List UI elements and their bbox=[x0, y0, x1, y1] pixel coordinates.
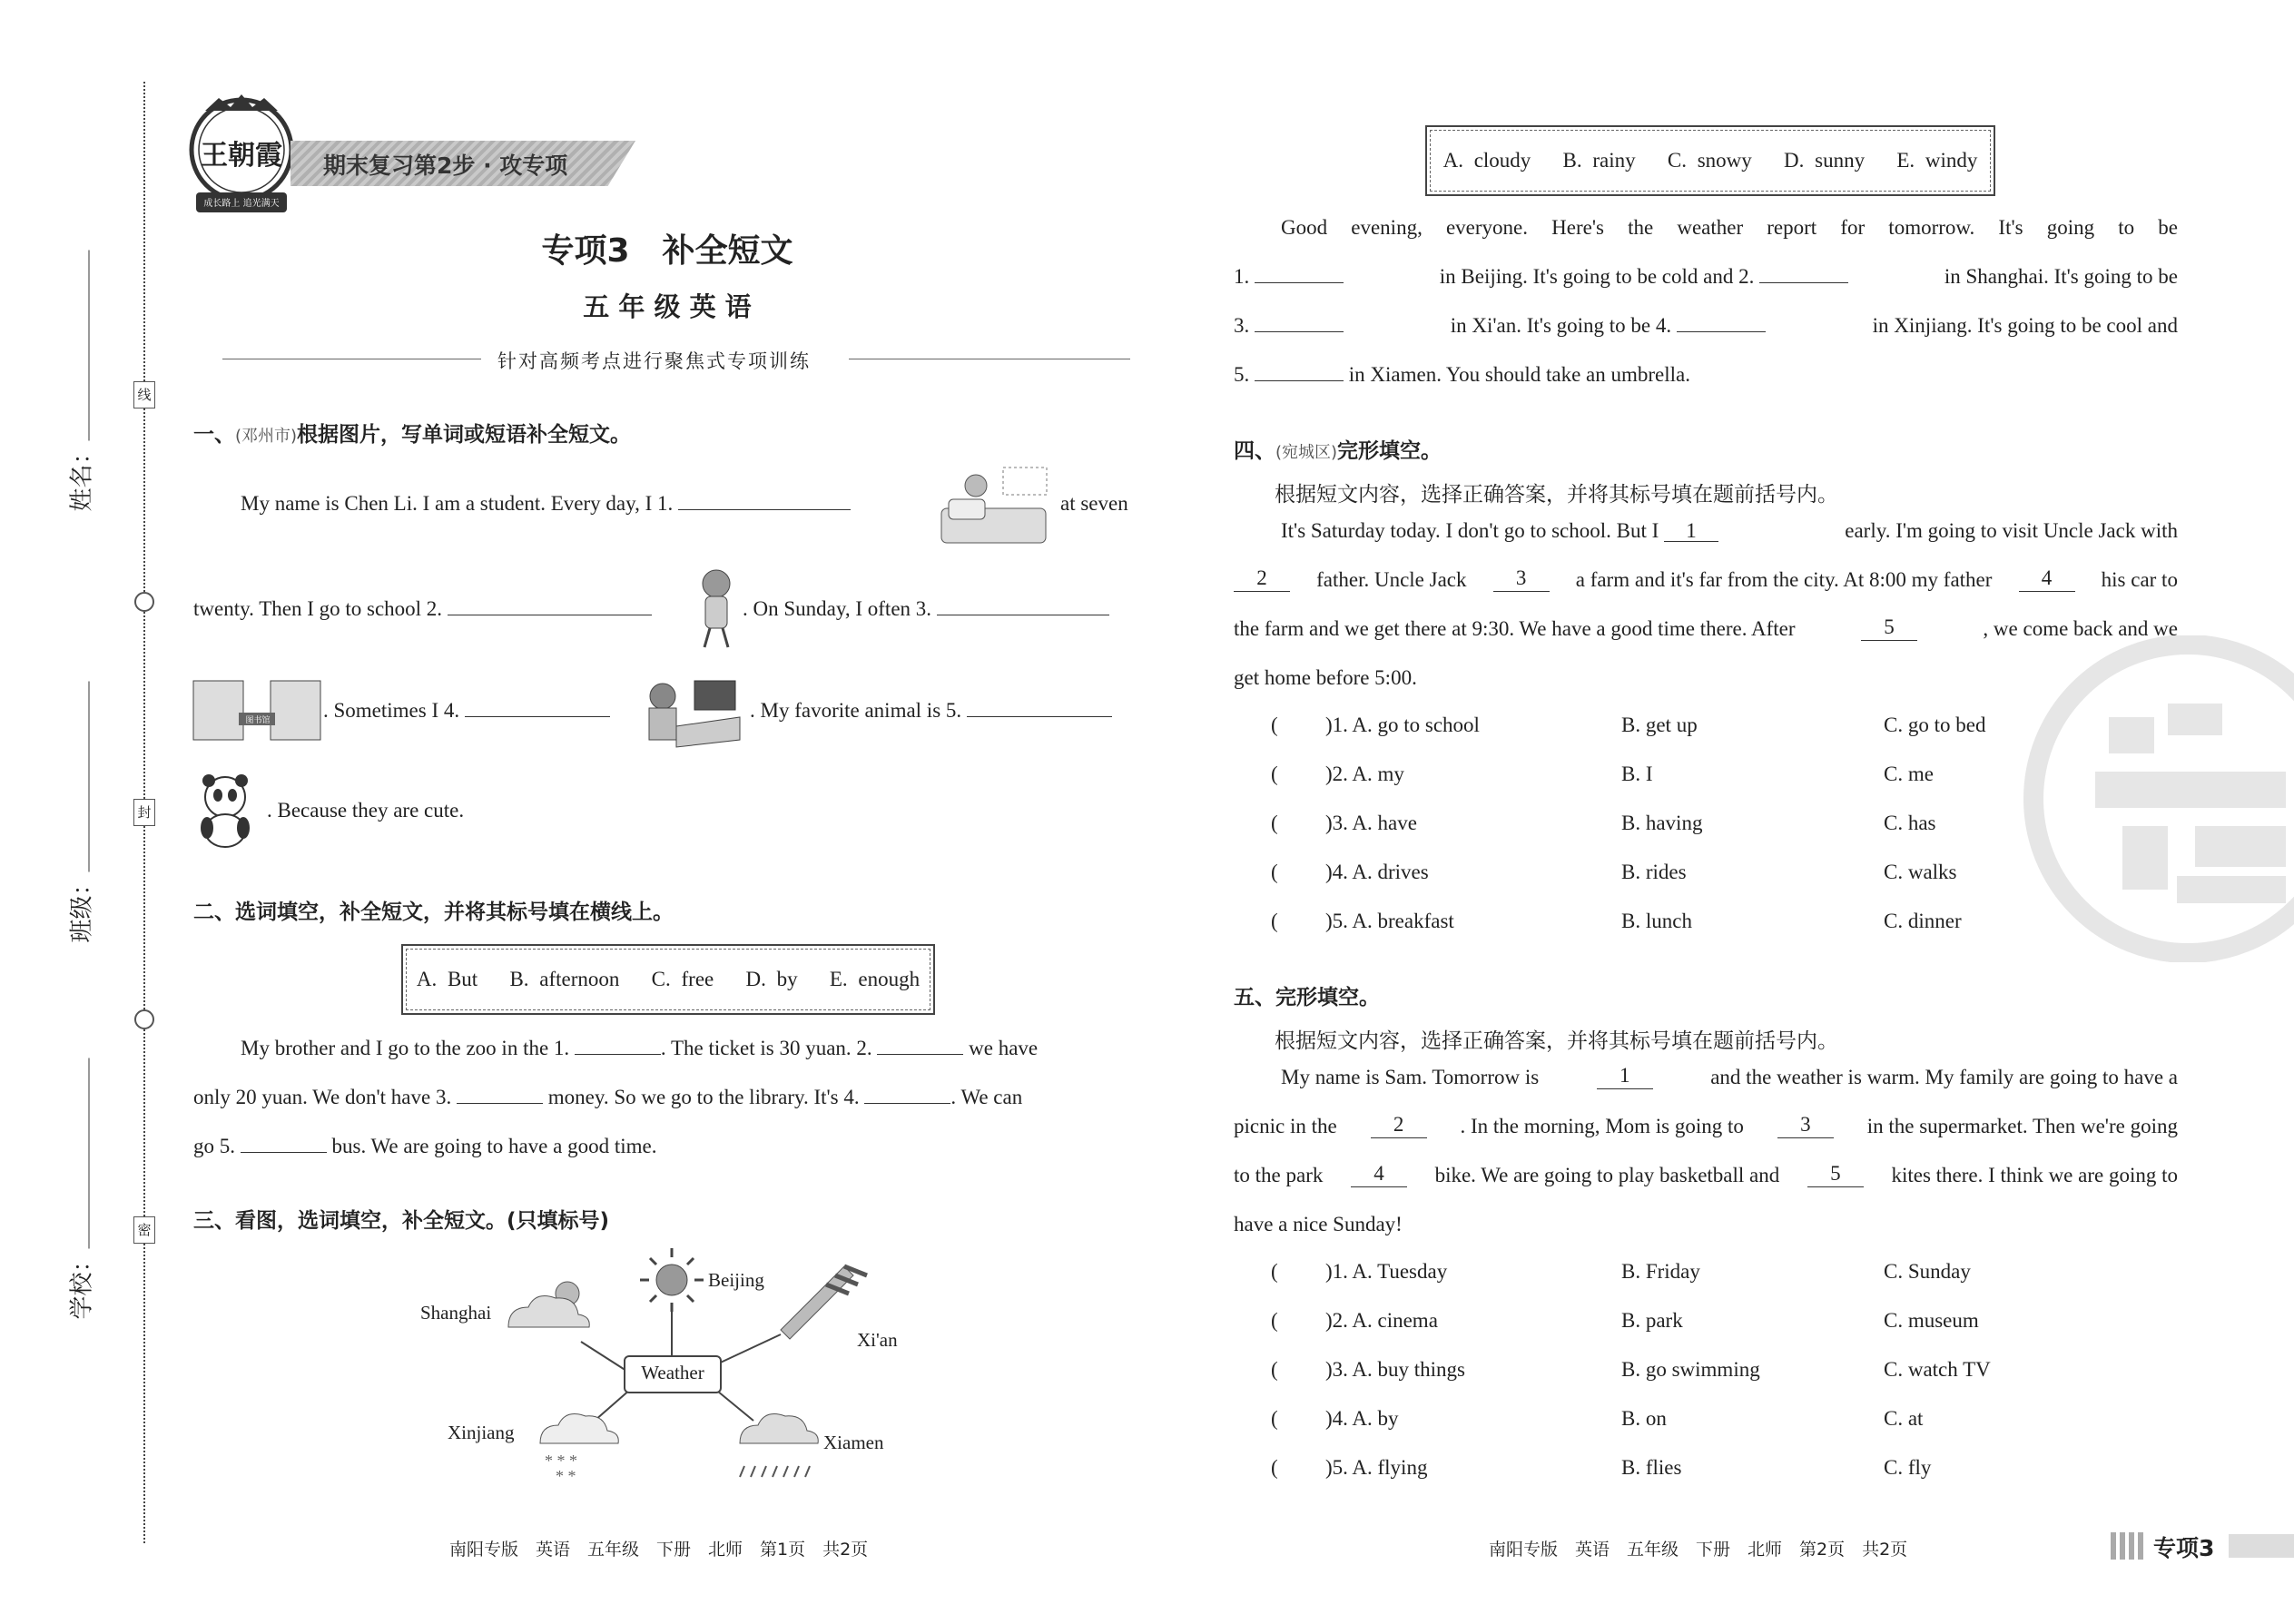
section2-heading: 二、选词填空，补全短文，并将其标号填在横线上。 bbox=[193, 901, 674, 924]
s5-choice-3[interactable]: ( )3. A. buy things B. go swimming C. watch TV bbox=[1271, 1358, 1991, 1381]
s4-line-2: 2 father. Uncle Jack 3 a farm and it's far from the city. At 8:00 my father 4 his car to bbox=[1234, 568, 2178, 592]
library-sign: 图书馆 bbox=[245, 716, 271, 725]
s4-choice-3[interactable]: ( )3. A. have B. having C. has bbox=[1271, 812, 1936, 834]
s5-line-3: to the park 4 bike. We are going to play basketball and 5 kites there. I think we are going to bbox=[1234, 1162, 2178, 1186]
panda-picture-icon bbox=[191, 772, 268, 849]
secret-stamp-watermark-icon bbox=[2023, 635, 2294, 962]
snowy-icon bbox=[540, 1414, 618, 1485]
s1-text-3: twenty. Then I go to school 2. bbox=[193, 597, 652, 621]
s5-choice-2[interactable]: ( )2. A. cinema B. park C. museum bbox=[1271, 1309, 1979, 1332]
s4-choice-4[interactable]: ( )4. A. drives B. rides C. walks bbox=[1271, 861, 1957, 883]
s1-text-6: . My favorite animal is 5. bbox=[750, 699, 1112, 723]
svg-text:* * *: * * * bbox=[545, 1452, 577, 1470]
s3-para-3: 3. in Xi'an. It's going to be 4. in Xinjiang. It's going to be cool and bbox=[1234, 314, 2178, 337]
s1-text-5: . Sometimes I 4. bbox=[323, 699, 610, 723]
s5-choice-5[interactable]: ( )5. A. flying B. flies C. fly bbox=[1271, 1456, 1932, 1479]
city-xiamen: Xiamen bbox=[823, 1432, 884, 1453]
s1-text-1: My name is Chen Li. I am a student. Every day, I 1. bbox=[241, 492, 851, 516]
windy-icon bbox=[781, 1266, 867, 1339]
tagline: 针对高频考点进行聚焦式专项训练 bbox=[497, 350, 811, 372]
s3-word-bank bbox=[1425, 125, 1995, 196]
s2-word-bank bbox=[401, 944, 935, 1015]
s4-line-4: get home before 5:00. bbox=[1234, 666, 1417, 689]
library-picture-icon bbox=[189, 672, 325, 744]
seal-mark-xian: 线 bbox=[133, 381, 155, 408]
s1-text-4: . On Sunday, I often 3. bbox=[743, 597, 1109, 621]
section4-heading: 四、(宛城区)完形填空。 bbox=[1234, 439, 1442, 463]
s2-options: A. But B. afternoon C. free D. by E. enough bbox=[406, 949, 930, 1010]
section5-heading: 五、完形填空。 bbox=[1234, 986, 1380, 1009]
rainy-icon bbox=[740, 1414, 818, 1477]
city-xinjiang: Xinjiang bbox=[448, 1422, 515, 1443]
s4-choice-5[interactable]: ( )5. A. breakfast B. lunch C. dinner bbox=[1271, 910, 1962, 932]
page-title: 专项3 补全短文 bbox=[541, 232, 793, 270]
brand-name: 王朝霞 bbox=[201, 140, 282, 172]
s4-line-3: the farm and we get there at 9:30. We have a good time there. After 5 , we come back and we bbox=[1234, 615, 2178, 640]
computer-picture-icon bbox=[626, 676, 744, 749]
page-subtitle: 五 年 级 英 语 bbox=[583, 291, 752, 322]
binding-hole-icon bbox=[134, 592, 154, 612]
s4-line-1: It's Saturday today. I don't go to school. But I 1 early. I'm going to visit Uncle Jack with bbox=[1281, 519, 2178, 542]
city-shanghai: Shanghai bbox=[420, 1302, 492, 1324]
s3-options: A. cloudy B. rainy C. snowy D. sunny E. windy bbox=[1430, 130, 1991, 192]
s5-choice-1[interactable]: ( )1. A. Tuesday B. Friday C. Sunday bbox=[1271, 1260, 1971, 1283]
s3-para-2: 1. in Beijing. It's going to be cold and 2. in Shanghai. It's going to be bbox=[1234, 265, 2178, 288]
sunny-icon bbox=[640, 1248, 704, 1312]
s1-text-2: at seven bbox=[1060, 492, 1128, 515]
brand-logo bbox=[178, 91, 305, 218]
s5-choice-4[interactable]: ( )4. A. by B. on C. at bbox=[1271, 1407, 1924, 1430]
svg-text:* *: * * bbox=[556, 1467, 576, 1485]
wake-up-picture-icon bbox=[940, 463, 1053, 545]
seal-mark-feng: 封 bbox=[133, 799, 155, 826]
brand-slogan: 成长路上 追光满天 bbox=[203, 199, 280, 209]
s5-line-1: My name is Sam. Tomorrow is 1 and the weather is warm. My family are going to have a bbox=[1281, 1064, 2178, 1088]
girl-walking-picture-icon bbox=[692, 567, 742, 649]
seal-mark-mi: 密 bbox=[133, 1216, 155, 1244]
s1-text-7: . Because they are cute. bbox=[267, 799, 465, 822]
s3-para-1: Good evening, everyone. Here's the weather report for tomorrow. It's going to be bbox=[1281, 216, 2178, 239]
s5-line-4: have a nice Sunday! bbox=[1234, 1213, 1403, 1235]
step-label: 期末复习第2步 · 攻专项 bbox=[323, 153, 568, 179]
s3-para-4: 5. in Xiamen. You should take an umbrella. bbox=[1234, 363, 1691, 386]
s5-line-2: picnic in the 2 . In the morning, Mom is going to 3 in the supermarket. Then we're going bbox=[1234, 1113, 2178, 1137]
class-label: 班级： bbox=[64, 907, 97, 943]
section3-heading: 三、看图，选词填空，补全短文。(只填标号) bbox=[193, 1209, 610, 1233]
footer-right: 南阳专版 英语 五年级 下册 北师 第2页 共2页 bbox=[1489, 1540, 1908, 1560]
s4-choice-1[interactable]: ( )1. A. go to school B. get up C. go to bed bbox=[1271, 714, 1986, 736]
footer-left: 南阳专版 英语 五年级 下册 北师 第1页 共2页 bbox=[449, 1540, 869, 1560]
cloudy-sun-icon bbox=[508, 1282, 589, 1327]
city-beijing: Beijing bbox=[708, 1269, 764, 1291]
name-label: 姓名： bbox=[64, 476, 97, 512]
section-tag: 专项3 bbox=[2153, 1535, 2215, 1561]
s4-choice-2[interactable]: ( )2. A. my B. I C. me bbox=[1271, 763, 1934, 785]
s2-line-3: go 5. bus. We are going to have a good time. bbox=[193, 1135, 657, 1157]
s4-instructions: 根据短文内容，选择正确答案，并将其标号填在题前括号内。 bbox=[1275, 483, 1838, 507]
binding-hole-icon bbox=[134, 1009, 154, 1029]
section1-heading: 一、(邓州市)根据图片，写单词或短语补全短文。 bbox=[193, 423, 632, 447]
section-tag-stripes bbox=[2111, 1532, 2147, 1560]
city-xian: Xi'an bbox=[857, 1329, 898, 1351]
s2-line-2: only 20 yuan. We don't have 3. money. So we go to the library. It's 4. . We can bbox=[193, 1086, 1023, 1108]
diagram-center-label: Weather bbox=[641, 1362, 704, 1383]
section-tag-bar bbox=[2229, 1534, 2294, 1558]
s5-instructions: 根据短文内容，选择正确答案，并将其标号填在题前括号内。 bbox=[1275, 1029, 1838, 1053]
s2-line-1: My brother and I go to the zoo in the 1. . The ticket is 30 yuan. 2. we have bbox=[241, 1037, 1039, 1059]
school-label: 学校： bbox=[64, 1284, 97, 1320]
